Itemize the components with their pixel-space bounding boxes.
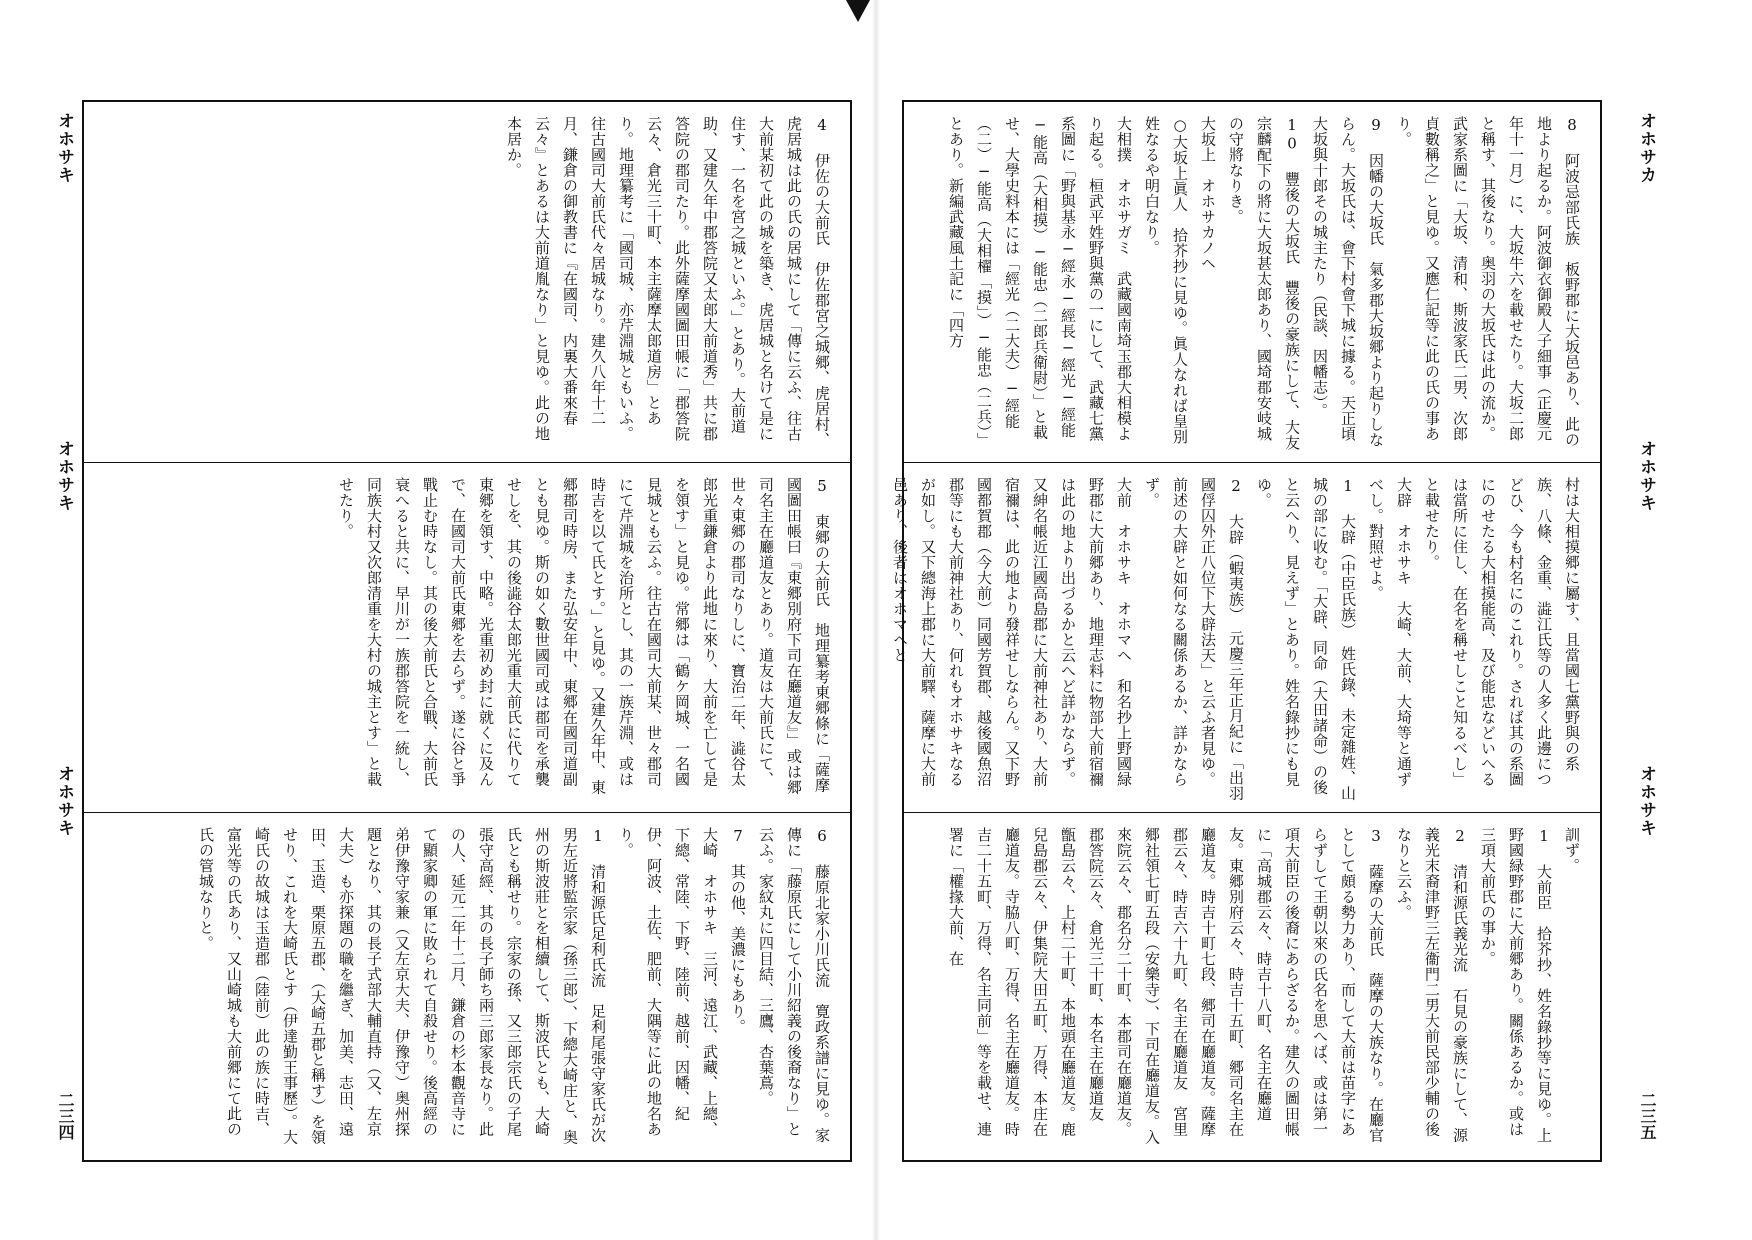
right-band-bottom-text: 訓ず。 1 大前臣 拾芥抄、姓名錄抄等に見ゆ。上野國緑野郡に大前郷あり。關係あるか。或は三項大前氏の事か。 2 清和源氏義光流 石見の豪族にして、源義光末裔津野三左衞門二男大前民部少輔の後なりと云ふ。 3 薩摩の大前氏 薩摩の大族なり。在廳官として頗る勢力あり、而して大前は苗字にあらずして王朝以來の氏名を思へば、或は第一項大前臣の後裔にあらざるか。建久の圖田帳に「高城郡云々、時吉十八町、名主在廳道友。東郷別府云々、時吉十五町、郷司名主在廳道友。時吉十町七段、郷司在廳道友。薩摩郡云々、時吉六十九町、名主在廳道友 宮里郷社領七町五段（安樂寺）、下司在廳道友。入來院云々、郡名分二十町、本郡司在廳道友。郡答院云々、倉光三十町、本名主在廳道友 甑島云々、上村二十町、本地頭在廳道友。鹿兒島郡云々、伊集院大田五町、万得、本庄在廳道友。寺脇八町、万得、名主在廳道友。時吉二十五町、万得、名主同前」等を載せ、連署に「權掾大前、在 <box>947 827 1581 1145</box>
left-folio: 二三四 <box>56 1092 75 1140</box>
right-running-head-1: オホサカ <box>1636 112 1656 184</box>
right-page <box>891 100 1602 1162</box>
left-band-bottom <box>84 812 850 1162</box>
left-band-bottom-text: 6 藤原北家小川氏流 寛政系譜に見ゆ。家傳に「藤原氏にして小川紹義の後裔なり」と云ふ。家紋丸に四目結、三鷹、杏葉蔦。 7 其の他、美濃にもあり。 大崎 オホサキ 三河、遠江、武藏、上總、下總、常陸、下野、陸前、越前、因幡、紀伊、阿波、土佐、肥前、大隅等に此の地名あり。 1 清和源氏足利氏流 足利尾張守家氏が次男左近將監宗家（孫三郎）、下總大崎庄と、奥州の斯波莊とを相續して、斯波氏とも、大崎氏とも稱せり。宗家の孫、又三郎宗氏の子尾張守高經、其の長子師ち兩三郎家長なり。此の人、延元二年十二月、鎌倉の杉本觀音寺にて顯家卿の軍に敗られて自殺せり。後高經の弟伊豫守家兼（又左京大夫、伊豫守）奥州探題となり、其の長子式部大輔直持（又、左京大夫）も亦探題の職を繼ぎ、加美、志田、遠田、玉造、栗原五郡、（大崎五郡と稱す）を領せり、これを大崎氏とす（伊達勤王事歷）。大崎氏の故城は玉造郡（陸前）此の族に時吉、富光等の氏あり、又山崎城も大前郷にて此の氏の管城なりと。 <box>197 827 831 1145</box>
right-band-middle-text: 村は大相摸郷に屬す、且當國七黨野與の系族、八條、金重、澁江氏等の人多く此邊につどひ、今も村名にのこれり。されば其の系圖にのせたる大相摸能高、及び能忠などいへるは當所に住し、在名を稱せしこと知るべし」と載せたり。 大辟 オホサキ 大崎、大前、大埼等と通ずべし。對照せよ。 1 大辟（中臣氏族） 姓氏錄、未定雜姓、山城の部に收む。「大辟、同命（大田諸命）の後と云へり、見えず」とあり。姓名錄抄にも見ゆ。 2 大辟（蝦夷族） 元慶三年正月紀に「出羽國俘囚外正八位下大辟法天」と云ふ者見ゆ。前述の大辟と如何なる關係あるか、詳かならず。 大前 オホサキ オホマヘ 和名抄上野國緑野郡に大前郷あり、地理志料に物部大前宿禰は此の地より出づるかと云へど詳かならず。又紳名帳近江國高島郡に大前神社あり、大前宿禰は、此の地より發祥せしならん。又下野國都賀郡（今大前）同國芳賀郡、越後國魚沼郡等にも大前神社あり、何れもオホサキなるが如し。又下總海上郡に大前驛、薩摩に大前邑あり、後者はオホマヘと <box>891 477 1581 801</box>
left-band-top-text: 4 伊佐の大前氏 伊佐郡宮之城郷、虎居村、虎居城は此の氏の居城にして「傳に云ふ、往古大前某初て此の城を築き、虎居城と名けて是に住す、一名を宮之城といふ。」とあり。大前道助、又建久年中郡答院又太郎大前道秀」共に郡答院の郡司たり。此外薩摩國圖田帳に「郡答院云々、倉光三十町、本主薩摩太郎道房」とあり。地理纂考に「國司城、亦芹淵城ともいふ。往古國司大前氏代々居城なり。建久八年十二月、鎌倉の御教書に『在國司、内裏大番來春云々』とあるは大前道胤なり」と見ゆ。此の地本居か。 <box>505 116 831 448</box>
left-running-head-1: オホサキ <box>54 112 74 184</box>
right-band-middle <box>891 462 1600 812</box>
right-running-head-3: オホサキ <box>1636 765 1656 837</box>
left-band-middle-text: 5 東郷の大前氏 地理纂考東郷條に「薩摩國圖田帳曰『東郷別府下司在廳道友』」或は郷司名主在廳道友とあり。道友は大前氏にて、世々東郷の郡司なりしに、寶治二年、澁谷太郎光重鎌倉より此地に來り、大前を亡して是を領す」と見ゆ。常郷は「鶴ケ岡城、一名國見城とも云ふ。往古在國司大前某、世々郡司にて芹淵城を治所とし、其の一族芹淵、或は時吉を以て氏とす。」と見ゆ。又建久年中、東郷郡司時房、また弘安年中、東郷在國司道副とも見ゆ。斯の如く數世國司或は郡司を承襲せしを、其の後澁谷太郎光重大前氏に代りて東郷を領す、中略。光重初め封に就くに及んで、在國司大前氏東郷を去らず。遂に谷と爭戰止む時なし。其の後大前氏と合戰、大前氏衰へると共に、早川が一族郡答院を一統し、同族大村又次郎清重を大村の城主とす」と載せたり。 <box>337 477 831 795</box>
right-folio: 二三五 <box>1638 1092 1657 1140</box>
right-running-head-2: オホサキ <box>1636 440 1656 512</box>
left-running-head-2: オホサキ <box>54 440 74 512</box>
left-running-head-3: オホサキ <box>54 765 74 837</box>
left-band-middle <box>84 462 850 812</box>
right-band-top <box>904 102 1600 462</box>
left-page <box>82 100 852 1162</box>
book-spine <box>872 0 880 1240</box>
gutter-mark <box>846 0 870 22</box>
right-band-bottom <box>904 812 1600 1162</box>
right-band-top-text: 8 阿波忌部氏族 板野郡に大坂邑あり、此の地より起るか。阿波御衣御殿人子細事（正慶元年十一月）に、大坂牛六を載せたり。大坂二郎と稱す、其後なり。奥羽の大坂氏は此の流か。武家系圖に「大坂、清和、斯波家氏二男、次郎貞數稱之」と見ゆ。又應仁記等に此の氏の事あり。 9 因幡の大坂氏 氣多郡大坂郷より起りしならん。大坂氏は、會下村會下城に據る。天正頃大坂與十郎その城主たり（民談、因幡志）。 10 豐後の大坂氏 豐後の豪族にして、大友宗麟配下の將に大坂甚太郎あり、國埼郡安岐城の守將なりき。 大坂上 オホサカノヘ ○大坂上眞人 拾芥抄に見ゆ。眞人なれば皇別姓なるや明白なり。 大相撲 オホサガミ 武藏國南埼玉郡大相模より起る。桓武平姓野與黨の一にして、武藏七黨系圖に「野與基永─經永─經長─經光─經能─能高（大相摸）─能忠（二郎兵衛尉）」と載せ、大學史料本には「經光（二大夫）─經能（二）─能高（大相櫂「摸」）─能忠（二兵）」とあり。新編武藏風土記に「四方 <box>947 116 1581 451</box>
left-band-top <box>84 102 850 462</box>
